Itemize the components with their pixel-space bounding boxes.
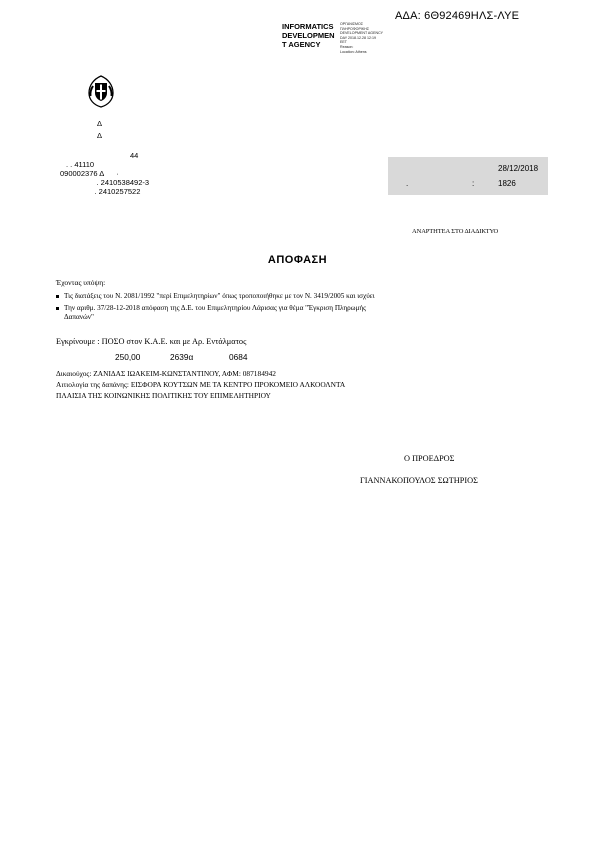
greek-emblem-icon [84, 72, 118, 110]
kae-value: 2639α [170, 352, 194, 362]
signature-role: Ο ΠΡΟΕΔΡΟΣ [404, 454, 455, 463]
stamp-line: DEVELOPMENT AGENCY [340, 31, 384, 36]
signature-name: ΓΙΑΝΝΑΚΟΠΟΥΛΟΣ ΣΩΤΗΡΙΟΣ [360, 476, 478, 485]
approve-line: Εγκρίνουμε : ΠΟΣΟ στον Κ.Α.Ε. και με Αρ. Εντάλματος [56, 337, 247, 346]
ada-code: ΑΔΑ: 6Θ92469ΗΛΣ-ΛΥΕ [395, 10, 520, 22]
document-title: ΑΠΟΦΑΣΗ [267, 254, 328, 266]
stamp-line: EET [340, 40, 347, 45]
stamp-line: Reason: [340, 44, 354, 49]
recipient-note: ΑΝΑΡΤΗΤΕΑ ΣΤΟ ΔΙΑΔΙΚΤΥΟ [412, 228, 499, 235]
mandate-value: 0684 [229, 352, 248, 362]
agency-line: DEVELOPMEN [282, 31, 335, 40]
agency-line: T AGENCY [282, 40, 321, 49]
having-regard: Έχοντας υπόψη: [56, 278, 106, 287]
list-item [56, 304, 366, 313]
protocol-number: 1826 [498, 179, 516, 188]
list-item [56, 292, 375, 301]
address-line: . 2410538492-3 [84, 178, 150, 187]
stamp-line: DAY 2018.12.28 12:19 [340, 35, 377, 40]
document-date: 28/12/2018 [498, 164, 539, 173]
bullet-icon [56, 295, 59, 298]
list-item-text: Τις διατάξεις του Ν. 2081/1992 "περί Επιμελητηρίων" όπως τροποποιήθηκε με τον Ν. 3419/2005 και ισχύει [64, 292, 375, 300]
list-item-text: Την αριθμ. 37/28-12-2018 απόφαση της Δ.Ε. του Επιμελητηρίου Λάρισας για θέμα "Έγκριση Πληρωμής [64, 304, 366, 312]
reason-line: ΠΛΑΙΣΙΑ ΤΗΣ ΚΟΙΝΩΝΙΚΗΣ ΠΟΛΙΤΙΚΗΣ ΤΟΥ ΕΠΙΜΕΛΗΤΗΡΙΟΥ [56, 391, 271, 400]
beneficiary-line: Δικαιούχος: ΖΑΝΙΔΑΣ ΙΩΑΚΕΙΜ-ΚΩΝΣΤΑΝΤΙΝΟΥ, ΑΦΜ: 087184942 [56, 369, 276, 378]
date-protocol-box [388, 157, 548, 195]
address-line: . 2410257522 [82, 187, 141, 196]
reason-line: Αιτιολογία της δαπάνης: ΕΙΣΦΟΡΑ ΚΟΥΤΣΩΝ ΜΕ ΤΑ ΚΕΝΤΡΟ ΠΡΟΚΟΜΕΙΟ ΑΛΚΟΟΛΝΤΑ [56, 380, 346, 389]
stamp-line: ΟΡΓΑΝΙΣΜΟΣ [340, 22, 364, 26]
address-line: 090002376 Δ · [60, 169, 119, 178]
header-line: Δ [97, 131, 103, 140]
amount-value: 250,00 [115, 352, 141, 362]
protocol-label: . [406, 179, 409, 188]
address-line: 44 [130, 151, 139, 160]
digital-signature-stamp [340, 22, 383, 54]
address-line: . . 41110 [66, 160, 95, 169]
header-line: Δ [97, 119, 103, 128]
list-item-continuation: Δαπανών" [64, 313, 94, 321]
stamp-line: Location: Athens [340, 49, 367, 54]
agency-name [282, 22, 335, 49]
stamp-line: ΠΛΗΡΟΦΟΡΙΚΗΣ [340, 26, 370, 31]
bullet-icon [56, 307, 59, 310]
protocol-colon: : [472, 179, 475, 188]
agency-line: INFORMATICS [282, 22, 334, 31]
